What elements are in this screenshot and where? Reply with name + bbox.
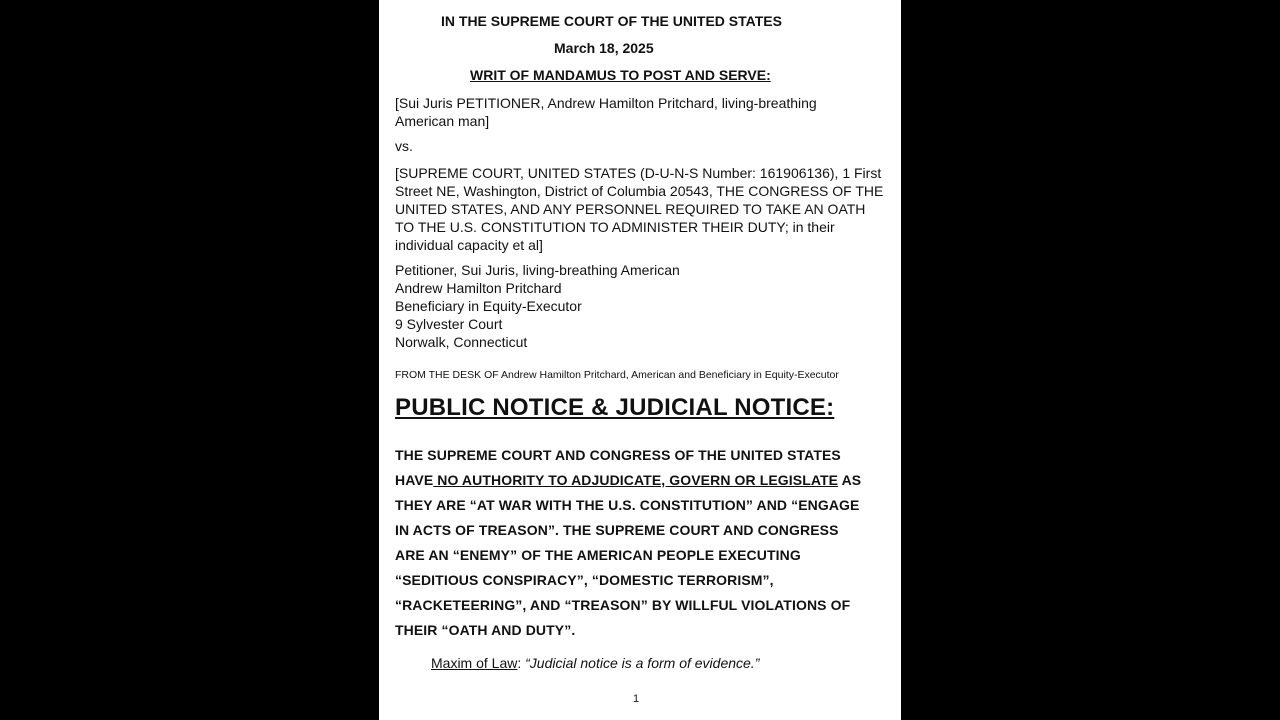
address-line: Beneficiary in Equity-Executor (395, 298, 582, 314)
notice-line: THE SUPREME COURT AND CONGRESS OF THE UNITED STATES (395, 447, 841, 463)
maxim-separator: : (517, 655, 526, 671)
notice-line: ARE AN “ENEMY” OF THE AMERICAN PEOPLE EXECUTING (395, 547, 801, 563)
notice-line: IN ACTS OF TREASON”. THE SUPREME COURT AND CONGRESS (395, 522, 839, 538)
address-line: 9 Sylvester Court (395, 316, 503, 332)
notice-underlined-text: NO AUTHORITY TO ADJUDICATE, GOVERN OR LEGISLATE (433, 472, 839, 488)
notice-line: “SEDITIOUS CONSPIRACY”, “DOMESTIC TERRORISM”, (395, 572, 774, 588)
versus-label: vs. (395, 138, 413, 154)
notice-line: THEIR “OATH AND DUTY”. (395, 622, 576, 638)
respondent-caption: [SUPREME COURT, UNITED STATES (D-U-N-S Number: 161906136), 1 First Street NE, Washington, District of Columbia 20543, THE CONGRESS OF THE UNITED STATES, AND ANY PERSONNEL REQUIRED TO TAKE AN OATH TO THE U.S. CONSTITUTION TO ADMINISTER THEIR DUTY; in their individual capacity et al] (395, 165, 884, 253)
address-line: Andrew Hamilton Pritchard (395, 280, 562, 296)
maxim-label: Maxim of Law (431, 655, 518, 671)
petitioner-caption: [Sui Juris PETITIONER, Andrew Hamilton Pritchard, living-breathing American man] (395, 95, 817, 129)
notice-line: THEY ARE “AT WAR WITH THE U.S. CONSTITUTION” AND “ENGAGE (395, 497, 860, 513)
notice-heading: PUBLIC NOTICE & JUDICIAL NOTICE: (395, 394, 835, 421)
maxim-quote: “Judicial notice is a form of evidence.” (525, 655, 760, 671)
notice-line-text: HAVE (395, 472, 434, 488)
document-page (379, 0, 901, 720)
maxim-of-law (431, 655, 759, 671)
court-title: IN THE SUPREME COURT OF THE UNITED STATES (441, 13, 782, 29)
notice-line: “RACKETEERING”, AND “TREASON” BY WILLFUL VIOLATIONS OF (395, 597, 851, 613)
address-line: Norwalk, Connecticut (395, 334, 528, 350)
notice-line-text: AS (838, 472, 862, 488)
writ-heading: WRIT OF MANDAMUS TO POST AND SERVE: (470, 67, 771, 83)
address-line: Petitioner, Sui Juris, living-breathing American (395, 262, 680, 278)
document-date: March 18, 2025 (554, 40, 654, 56)
page-number: 1 (633, 693, 640, 705)
notice-line (395, 472, 861, 488)
from-desk-line: FROM THE DESK OF Andrew Hamilton Pritchard, American and Beneficiary in Equity-Executor (395, 369, 839, 381)
